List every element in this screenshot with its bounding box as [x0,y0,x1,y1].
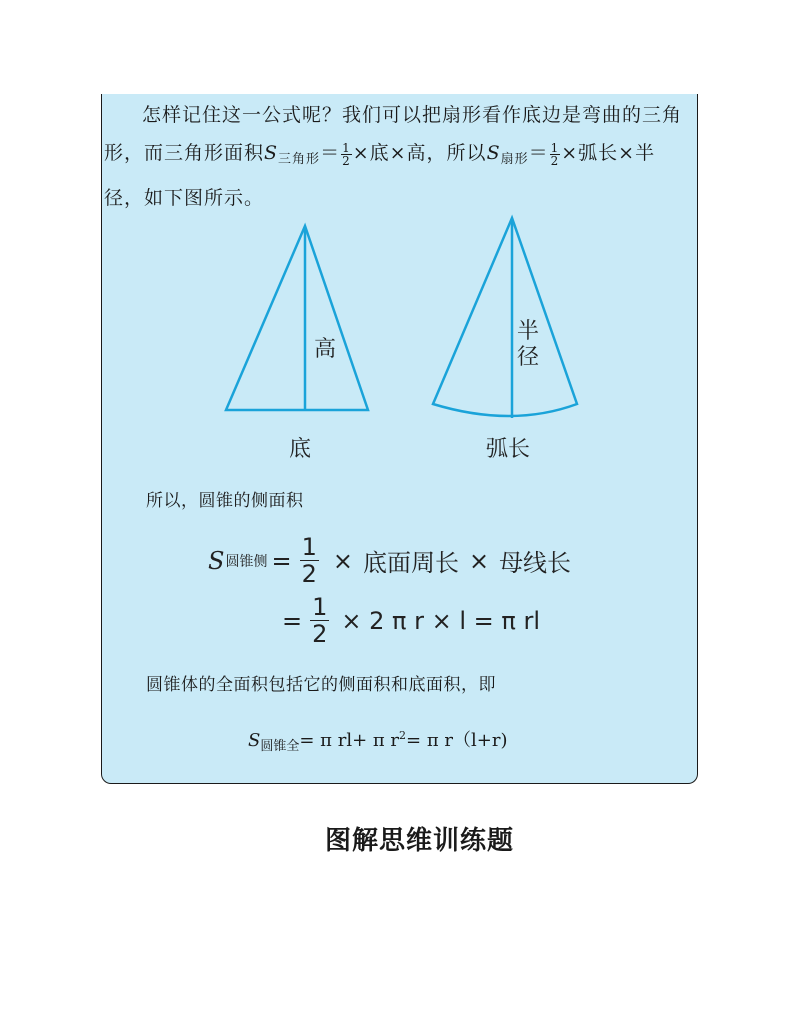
equals-sign: ＝ [320,142,341,164]
formula-denominator-2: 2 [312,620,328,648]
intro-text-c: ×弧长×半 [561,142,656,164]
fraction-denominator-2: 2 [550,153,560,168]
formula-row2-rest: × 2 π r × l = π rl [341,606,540,635]
formula-numerator-2: 1 [312,593,328,621]
therefore-text: 所以，圆锥的侧面积 [146,491,304,511]
base-perimeter-text: 底面周长 [362,549,459,577]
formula-half [300,534,319,587]
total-rest-2: = π r（l+r) [406,730,508,751]
total-area-formula [248,726,507,754]
radius-label-1: 半 [517,319,540,344]
intro-text-b: ×底×高，所以 [352,142,487,164]
formula-s: S [208,546,225,575]
times-sign-1: × [332,546,353,575]
formula-subscript: 圆锥侧 [225,553,268,570]
fraction-numerator: 1 [342,140,351,155]
total-s: S [248,730,261,751]
fraction-denominator: 2 [342,153,351,168]
total-area-sentence: 圆锥体的全面积包括它的侧面积和底面积，即 [146,675,496,695]
fraction-numerator-2: 1 [550,140,560,155]
area-symbol: S [264,142,279,164]
sector-shape [433,218,577,416]
times-sign-2: × [468,546,490,575]
lateral-area-formula-2 [282,594,540,647]
total-superscript: 2 [399,729,407,742]
formula-equals-2: = [282,606,303,635]
lateral-area-formula [208,534,571,587]
intro-line-1: 怎样记住这一公式呢？我们可以把扇形看作底边是弯曲的三角 [142,104,683,126]
equals-sign-2: ＝ [528,142,549,164]
formula-numerator: 1 [301,533,317,561]
section-heading: 图解思维训练题 [325,826,515,856]
total-subscript: 圆锥全 [260,739,300,754]
triangle-subscript: 三角形 [278,152,321,167]
radius-label-2: 径 [517,345,540,370]
formula-denominator: 2 [301,560,317,588]
formula-equals: = [271,546,292,575]
area-symbol-2: S [486,142,501,164]
intro-text-a: 形，而三角形面积 [104,142,265,164]
arc-length-label: 弧长 [486,437,531,462]
total-rest: = π rl+ π r [299,730,400,751]
slant-height-text: 母线长 [499,549,572,577]
sector-subscript: 扇形 [500,152,529,167]
intro-line-3: 径，如下图所示。 [104,187,265,209]
triangle-shape [226,226,368,410]
height-label: 高 [314,337,337,362]
formula-half-2 [310,594,329,647]
base-label: 底 [289,437,312,462]
